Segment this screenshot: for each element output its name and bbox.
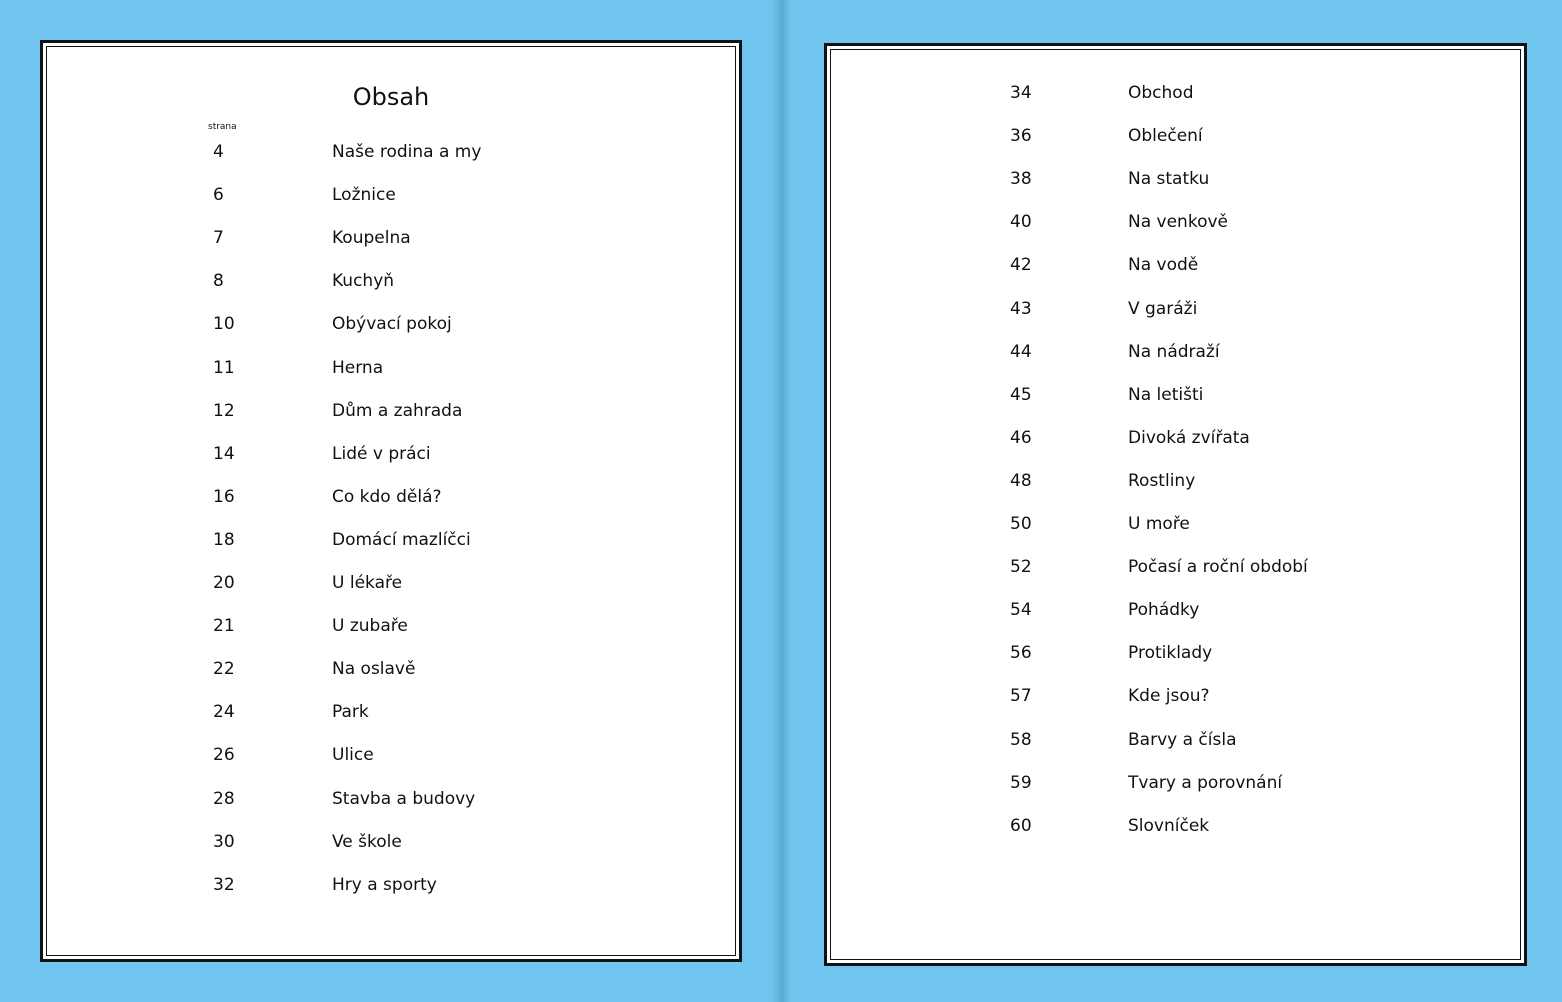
toc-entry[interactable] — [43, 399, 739, 423]
toc-entry-title: Na vodě — [1128, 255, 1199, 276]
toc-entry[interactable] — [827, 253, 1524, 277]
toc-entry[interactable] — [43, 226, 739, 250]
toc-page-number: 52 — [1010, 557, 1032, 578]
toc-page-number: 24 — [213, 702, 235, 723]
toc-page-number: 16 — [213, 486, 235, 507]
page-column-label: strana — [208, 122, 237, 132]
toc-page-number: 18 — [213, 529, 235, 550]
toc-page-number: 56 — [1010, 643, 1032, 664]
toc-entry-title: Oblečení — [1128, 126, 1203, 147]
toc-page-number: 38 — [1010, 169, 1032, 190]
toc-entry[interactable] — [43, 873, 739, 897]
toc-entry[interactable] — [827, 555, 1524, 579]
toc-page-number: 59 — [1010, 772, 1032, 793]
toc-page-number: 20 — [213, 573, 235, 593]
toc-page-number: 6 — [213, 185, 224, 206]
toc-entry[interactable] — [827, 641, 1524, 665]
toc-entry-title: Na letišti — [1128, 384, 1204, 405]
toc-entry[interactable] — [43, 183, 739, 207]
toc-page-number: 26 — [213, 745, 235, 766]
toc-page-number: 32 — [213, 874, 235, 895]
toc-entry-title: Na venkově — [1128, 212, 1228, 233]
toc-page-number: 12 — [213, 400, 235, 421]
toc-page-number: 30 — [213, 831, 235, 852]
toc-entry-title: U zubaře — [332, 616, 408, 637]
toc-entry[interactable] — [827, 598, 1524, 622]
toc-entry-title: Kde jsou? — [1128, 686, 1210, 707]
toc-page-number: 57 — [1010, 686, 1032, 707]
toc-entry-title: Na oslavě — [332, 659, 416, 680]
toc-entry[interactable] — [43, 312, 739, 336]
toc-entry-title: Lidé v práci — [332, 443, 431, 464]
toc-entry[interactable] — [827, 167, 1524, 191]
toc-entry[interactable] — [43, 140, 739, 164]
toc-page-number: 45 — [1010, 384, 1032, 405]
toc-entry-title: Na nádraží — [1128, 341, 1220, 362]
right-page — [824, 43, 1527, 966]
toc-page-number: 50 — [1010, 514, 1032, 534]
toc-entry[interactable] — [43, 657, 739, 681]
toc-entry[interactable] — [43, 787, 739, 811]
toc-entry-title: Kuchyň — [332, 271, 395, 292]
toc-entry[interactable] — [43, 269, 739, 293]
toc-entry-title: Co kdo dělá? — [332, 486, 442, 507]
toc-page-number: 22 — [213, 659, 235, 680]
toc-page-number: 14 — [213, 443, 235, 464]
toc-entry-title: Protiklady — [1128, 643, 1213, 664]
toc-entry-title: Na statku — [1128, 169, 1210, 190]
toc-entry-title: Počasí a roční období — [1128, 557, 1308, 578]
toc-page-number: 46 — [1010, 427, 1032, 448]
toc-entry[interactable] — [43, 571, 739, 595]
toc-page-number: 58 — [1010, 729, 1032, 750]
toc-entry[interactable] — [827, 124, 1524, 148]
toc-entry[interactable] — [43, 356, 739, 380]
toc-page-number: 7 — [213, 228, 224, 249]
toc-entry-title: Ložnice — [332, 185, 396, 206]
toc-entry-title: Obchod — [1128, 83, 1194, 103]
toc-entry[interactable] — [43, 830, 739, 854]
toc-entry-title: U moře — [1128, 514, 1190, 534]
toc-entry-title: V garáži — [1128, 298, 1198, 319]
toc-entry-title: Tvary a porovnání — [1128, 772, 1283, 793]
toc-entry-title: Ve škole — [332, 831, 402, 852]
toc-page-number: 36 — [1010, 126, 1032, 147]
toc-entry-title: Divoká zvířata — [1128, 427, 1250, 448]
toc-entry-title: Rostliny — [1128, 470, 1196, 491]
toc-entry[interactable] — [43, 528, 739, 552]
toc-entry-title: Park — [332, 702, 369, 723]
toc-entry-title: Obývací pokoj — [332, 314, 452, 335]
toc-entry-title: Naše rodina a my — [332, 142, 482, 162]
toc-entry-title: Barvy a čísla — [1128, 729, 1237, 750]
toc-entry[interactable] — [827, 469, 1524, 493]
book-gutter — [771, 0, 791, 1002]
toc-entry[interactable] — [43, 442, 739, 466]
left-page — [40, 40, 742, 962]
toc-page-number: 48 — [1010, 470, 1032, 491]
toc-page-number: 60 — [1010, 815, 1032, 836]
toc-entry[interactable] — [43, 700, 739, 724]
page-title: Obsah — [352, 83, 430, 111]
toc-entry[interactable] — [827, 512, 1524, 536]
toc-page-number: 43 — [1010, 298, 1032, 319]
toc-entry[interactable] — [43, 743, 739, 767]
toc-entry-title: Slovníček — [1128, 815, 1210, 836]
toc-entry[interactable] — [827, 814, 1524, 838]
toc-entry[interactable] — [827, 728, 1524, 752]
toc-entry[interactable] — [827, 426, 1524, 450]
toc-page-number: 42 — [1010, 255, 1032, 276]
toc-entry[interactable] — [827, 383, 1524, 407]
toc-page-number: 28 — [213, 788, 235, 809]
toc-entry-title: Koupelna — [332, 228, 411, 249]
toc-entry[interactable] — [827, 771, 1524, 795]
toc-entry-title: Dům a zahrada — [332, 400, 463, 421]
toc-entry[interactable] — [827, 210, 1524, 234]
toc-entry[interactable] — [43, 614, 739, 638]
toc-entry-title: Herna — [332, 357, 384, 378]
toc-entry-title: Stavba a budovy — [332, 788, 476, 809]
toc-page-number: 10 — [213, 314, 235, 335]
toc-entry-title: Domácí mazlíčci — [332, 529, 471, 550]
toc-entry-title: Ulice — [332, 745, 374, 766]
toc-page-number: 11 — [213, 357, 235, 378]
toc-entry-title: Pohádky — [1128, 600, 1200, 621]
toc-entry[interactable] — [827, 297, 1524, 321]
toc-entry[interactable] — [827, 684, 1524, 708]
toc-entry[interactable] — [827, 81, 1524, 105]
toc-entry-title: Hry a sporty — [332, 874, 437, 895]
toc-page-number: 21 — [213, 616, 235, 637]
toc-page-number: 40 — [1010, 212, 1032, 233]
toc-entry[interactable] — [43, 485, 739, 509]
toc-page-number: 44 — [1010, 341, 1032, 362]
toc-page-number: 4 — [213, 142, 224, 162]
toc-entry-title: U lékaře — [332, 573, 403, 593]
toc-page-number: 54 — [1010, 600, 1032, 621]
toc-page-number: 8 — [213, 271, 224, 292]
toc-page-number: 34 — [1010, 83, 1032, 103]
toc-entry[interactable] — [827, 340, 1524, 364]
